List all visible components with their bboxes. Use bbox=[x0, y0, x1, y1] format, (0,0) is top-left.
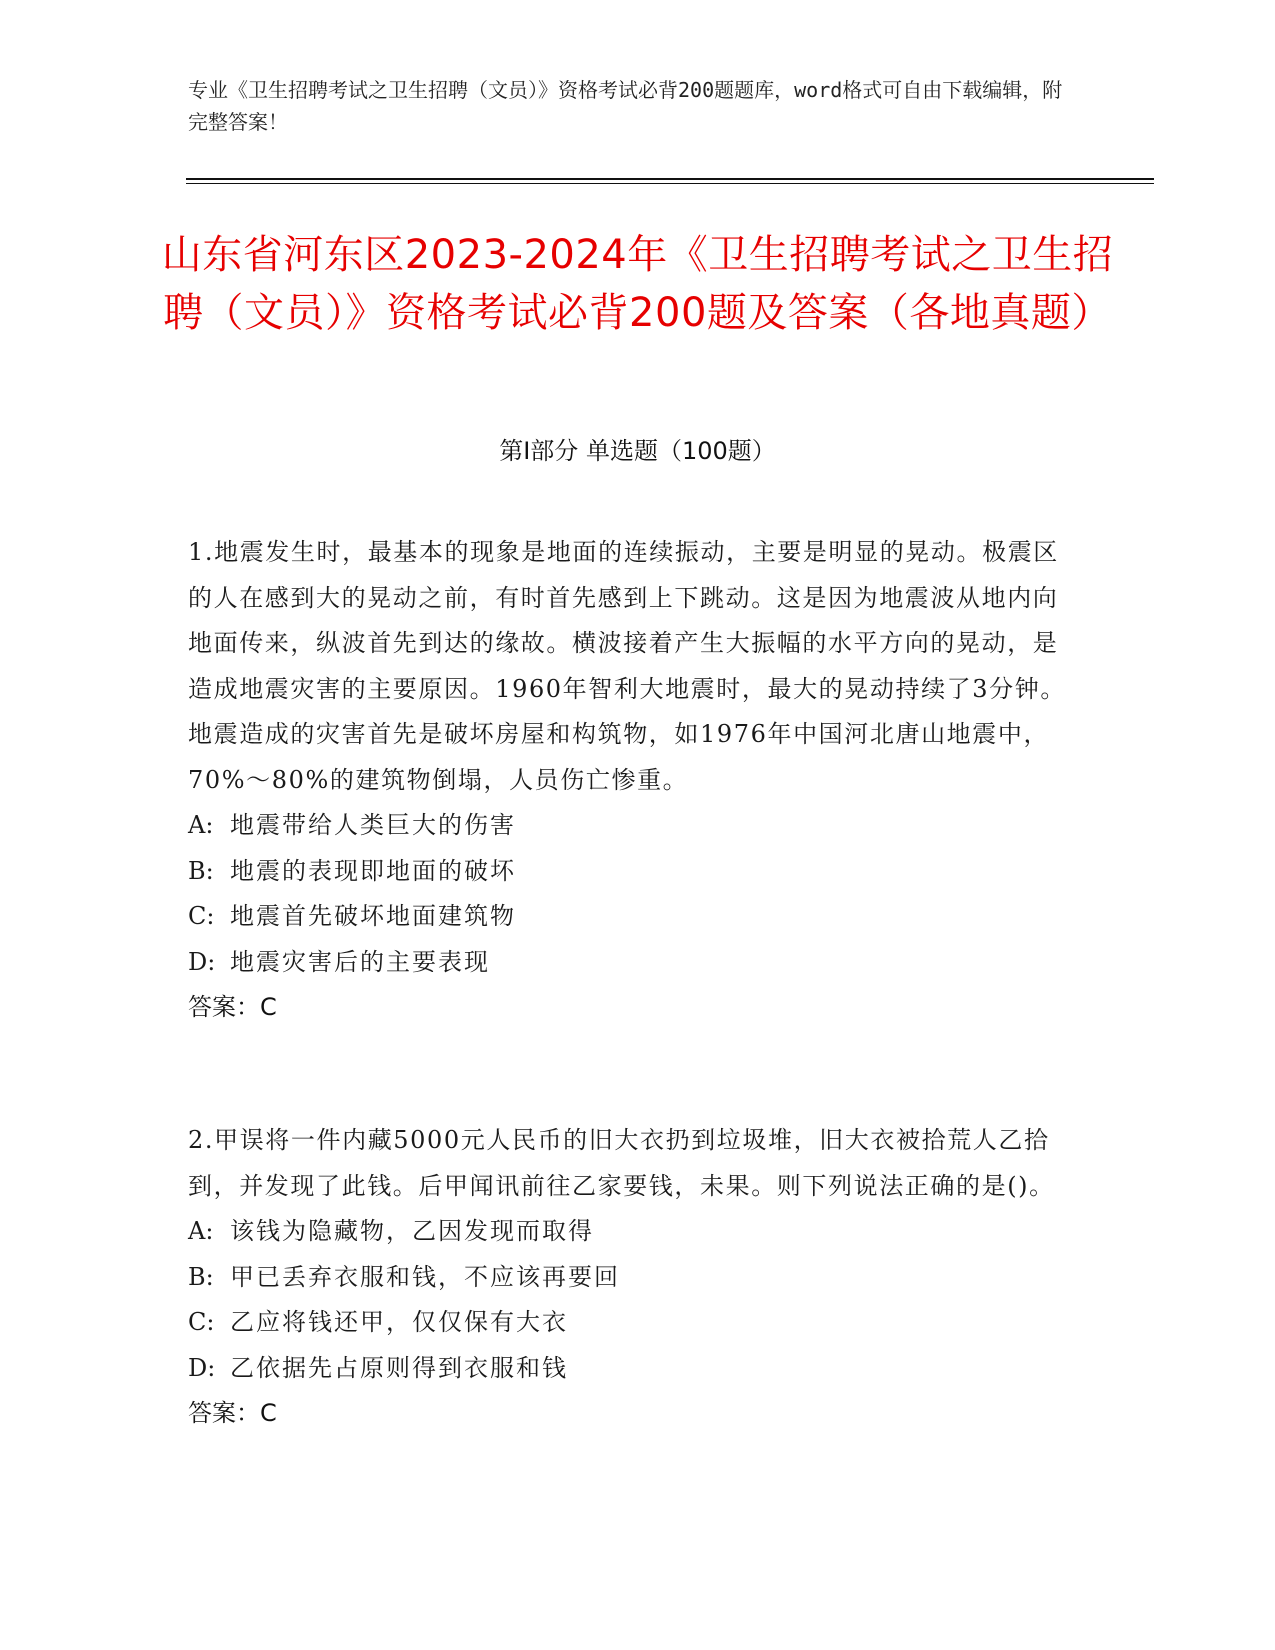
option-letter: C: bbox=[188, 902, 215, 930]
option-c bbox=[188, 1300, 1068, 1346]
option-c bbox=[188, 894, 1068, 940]
option-text: 地震的表现即地面的破坏 bbox=[230, 856, 516, 885]
option-text: 甲已丢弃衣服和钱，不应该再要回 bbox=[230, 1262, 620, 1291]
question-1 bbox=[188, 530, 1068, 1031]
option-letter: B: bbox=[188, 856, 214, 885]
question-stem: 1.地震发生时，最基本的现象是地面的连续振动，主要是明显的晃动。极震区的人在感到大的晃动之前，有时首先感到上下跳动。这是因为地震波从地内向地面传来，纵波首先到达的缘故。横波接着产生大振幅的水平方向的晃动，是造成地震灾害的主要原因。1960年智利大地震时，最大的晃动持续了3分钟。地震造成的灾害首先是破坏房屋和构筑物，如1976年中国河北唐山地震中，70%～80%的建筑物倒塌，人员伤亡惨重。 bbox=[188, 538, 1066, 794]
option-letter: B: bbox=[188, 1262, 214, 1291]
option-letter: D: bbox=[188, 1353, 216, 1382]
option-text: 地震首先破坏地面建筑物 bbox=[230, 902, 516, 930]
question-stem: 2.甲误将一件内藏5000元人民币的旧大衣扔到垃圾堆，旧大衣被拾荒人乙拾到，并发现了此钱。后甲闻讯前往乙家要钱，未果。则下列说法正确的是()。 bbox=[188, 1126, 1055, 1200]
page-title: 山东省河东区2023-2024年《卫生招聘考试之卫生招聘（文员）》资格考试必背200题及答案（各地真题） bbox=[161, 232, 1114, 336]
header-divider-thick bbox=[186, 178, 1154, 180]
option-text: 该钱为隐藏物，乙因发现而取得 bbox=[230, 1217, 594, 1245]
option-d bbox=[188, 1346, 1068, 1392]
option-d bbox=[188, 940, 1068, 986]
option-letter: A: bbox=[188, 811, 214, 839]
option-text: 乙依据先占原则得到衣服和钱 bbox=[230, 1353, 568, 1382]
header-note: 专业《卫生招聘考试之卫生招聘（文员）》资格考试必背200题题库，word格式可自由下载编辑，附完整答案！ bbox=[188, 78, 1063, 134]
option-b bbox=[188, 849, 1068, 895]
option-letter: C: bbox=[188, 1308, 215, 1336]
option-text: 地震带给人类巨大的伤害 bbox=[230, 811, 516, 839]
option-letter: A: bbox=[188, 1217, 214, 1245]
answer: 答案：C bbox=[188, 1399, 277, 1427]
question-2 bbox=[188, 1118, 1068, 1437]
answer: 答案：C bbox=[188, 993, 277, 1021]
option-letter: D: bbox=[188, 947, 216, 976]
option-b bbox=[188, 1255, 1068, 1301]
option-a bbox=[188, 803, 1068, 849]
section-title: 第I部分 单选题（100题） bbox=[499, 437, 776, 465]
header-divider-thin bbox=[186, 183, 1154, 184]
option-text: 地震灾害后的主要表现 bbox=[230, 947, 490, 976]
option-text: 乙应将钱还甲，仅仅保有大衣 bbox=[230, 1308, 568, 1336]
option-a bbox=[188, 1209, 1068, 1255]
